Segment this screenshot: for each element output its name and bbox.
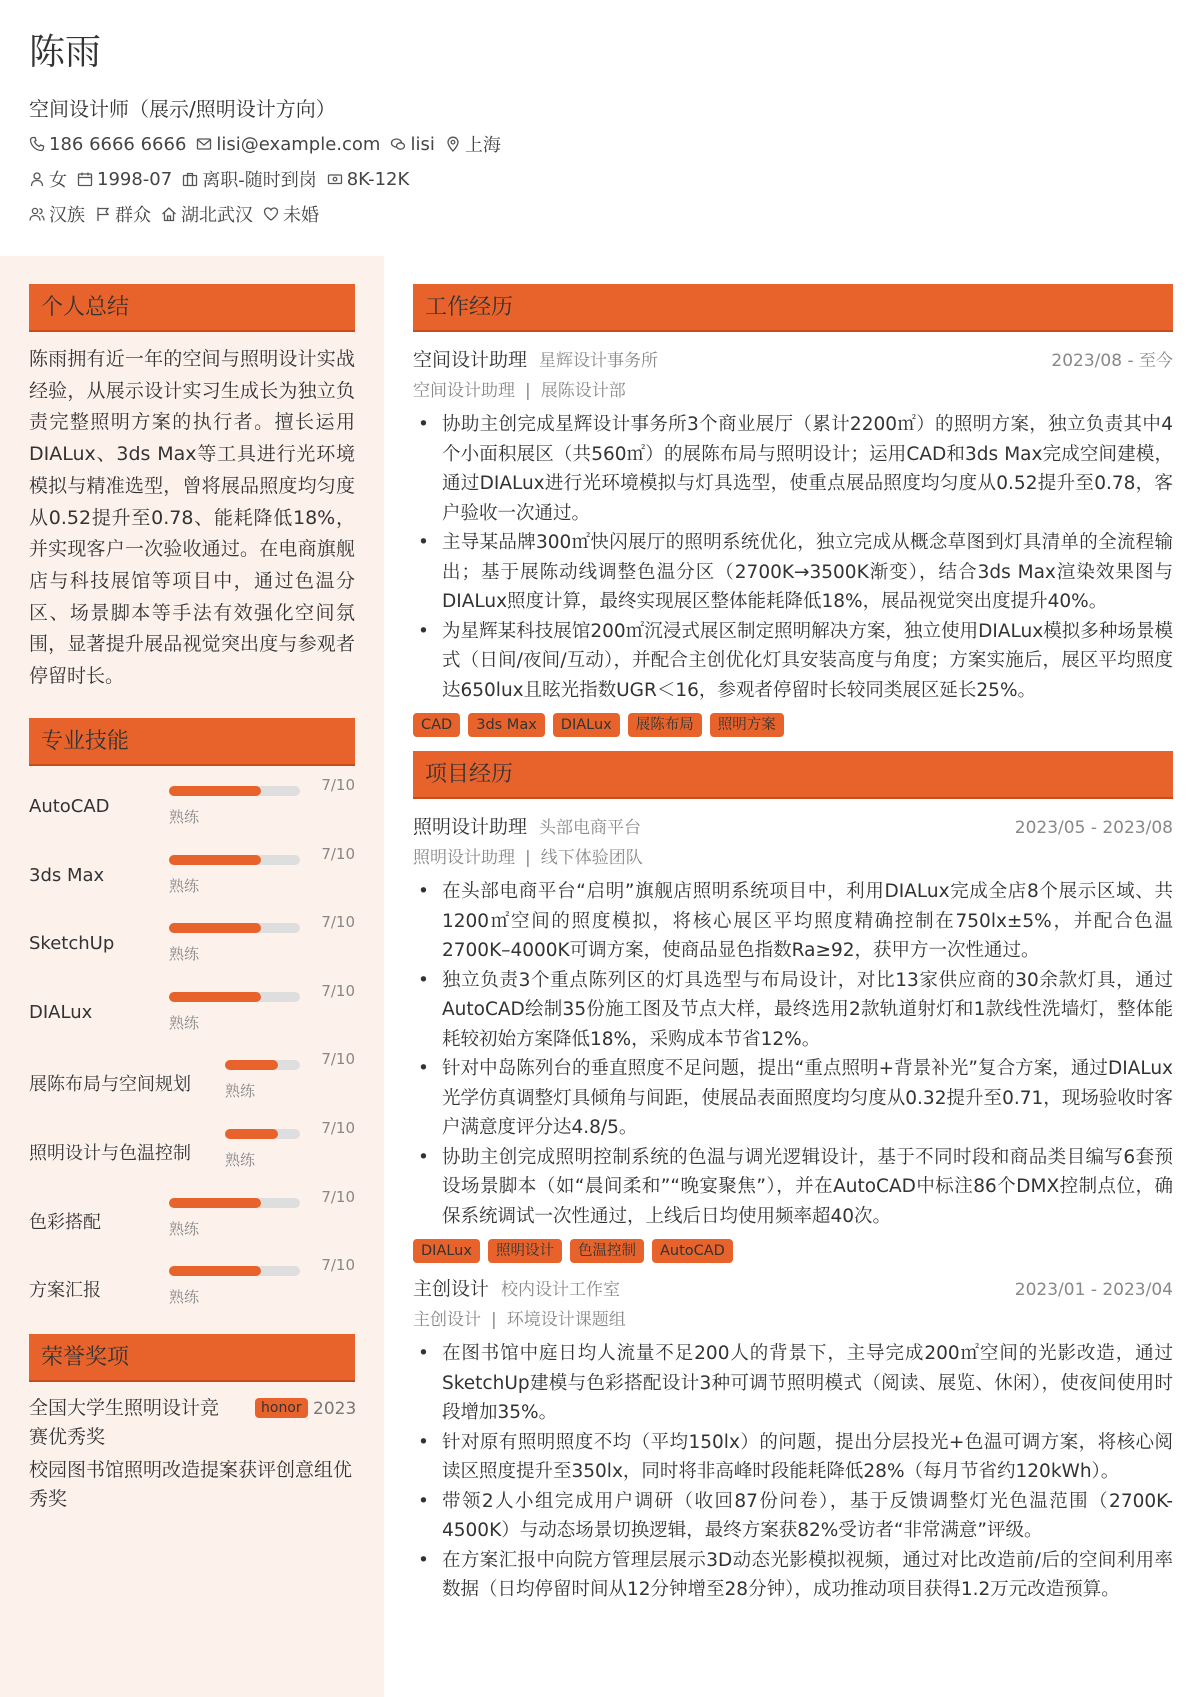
tag: 色温控制 xyxy=(570,1239,644,1263)
wechat-icon xyxy=(390,136,406,152)
work-entry xyxy=(413,344,1173,737)
entry-bullets xyxy=(413,877,1173,1231)
honor-text: 全国大学生照明设计竞赛优秀奖 xyxy=(29,1397,220,1448)
home-icon xyxy=(161,206,177,222)
honor-item xyxy=(29,1456,355,1514)
entry-date: 2023/05 - 2023/08 xyxy=(1014,818,1173,838)
entry-header xyxy=(413,344,1173,376)
bullet-item: • 带领2人小组完成用户调研（收回87份问卷），基于反馈调整灯光色温范围（2700K-4500K）与动态场景切换逻辑，最终方案获82%受访者“非常满意”评级。 xyxy=(413,1487,1173,1546)
heart-icon xyxy=(263,206,279,222)
phone-item xyxy=(29,134,186,155)
skill-bar xyxy=(169,1266,300,1276)
hometown-text: 湖北武汉 xyxy=(181,205,253,226)
entry-sub-role: 空间设计助理 xyxy=(413,381,515,401)
skill-fill xyxy=(169,786,261,796)
tag: 展陈布局 xyxy=(628,713,702,737)
birth-item xyxy=(77,169,172,190)
entry-bullets xyxy=(413,1339,1173,1605)
background-row xyxy=(29,201,1169,227)
skill-item xyxy=(29,1250,355,1319)
skills-section xyxy=(29,718,355,1319)
calendar-icon xyxy=(77,171,93,187)
wechat-item xyxy=(390,134,434,155)
bullet-item: • 独立负责3个重点陈列区的灯具选型与布局设计，对比13家供应商的30余款灯具，通过AutoCAD绘制35份施工图及节点大样，最终选用2款轨道射灯和1款线性洗墙灯，整体能耗较初始方案降低18%，采购成本节省12%。 xyxy=(413,966,1173,1055)
tag: 照明方案 xyxy=(710,713,784,737)
skills-heading: 专业技能 xyxy=(29,718,355,766)
phone-text: 186 6666 6666 xyxy=(49,133,187,155)
skill-item xyxy=(29,1182,355,1251)
salary-item xyxy=(327,169,410,190)
tag: AutoCAD xyxy=(652,1239,733,1263)
separator: | xyxy=(525,381,531,401)
projects-heading: 项目经历 xyxy=(413,751,1173,799)
honors-heading: 荣誉奖项 xyxy=(29,1334,355,1382)
skill-score: 7/10 xyxy=(321,844,355,863)
skill-name: 展陈布局与空间规划 xyxy=(29,1074,191,1096)
salary-text: 8K-12K xyxy=(346,168,410,190)
honors-section xyxy=(29,1334,355,1514)
mail-icon xyxy=(196,136,212,152)
skill-level: 熟练 xyxy=(169,876,200,895)
skill-bar xyxy=(225,1129,300,1139)
entry-date: 2023/08 - 至今 xyxy=(1051,351,1173,371)
skill-score: 7/10 xyxy=(321,1118,355,1137)
sidebar xyxy=(0,256,384,1697)
skill-fill xyxy=(169,1266,261,1276)
honor-badge: honor xyxy=(255,1398,308,1418)
entry-bullets xyxy=(413,410,1173,705)
tag: 3ds Max xyxy=(468,713,545,737)
skill-name: SketchUp xyxy=(29,933,115,955)
tag-list xyxy=(413,713,1173,737)
tag-list xyxy=(413,1239,1173,1263)
skill-bar xyxy=(169,786,300,796)
skill-item xyxy=(29,1044,355,1113)
politics-text: 群众 xyxy=(115,205,151,226)
entry-sub-dept: 环境设计课题组 xyxy=(506,1310,626,1330)
summary-section xyxy=(29,284,355,693)
skill-item xyxy=(29,907,355,976)
briefcase-icon xyxy=(182,171,198,187)
job-title: 空间设计师（展示/照明设计方向） xyxy=(29,97,336,121)
skill-fill xyxy=(225,1060,278,1070)
skill-bar xyxy=(169,923,300,933)
hometown-item xyxy=(161,201,253,227)
email-item xyxy=(196,134,380,155)
skill-fill xyxy=(169,855,261,865)
skill-score: 7/10 xyxy=(321,913,355,932)
skill-bar xyxy=(169,992,300,1002)
skill-name: 3ds Max xyxy=(29,864,105,886)
tag: DIALux xyxy=(413,1239,480,1263)
skill-fill xyxy=(169,992,261,1002)
ethnicity-text: 汉族 xyxy=(49,205,85,226)
skill-item xyxy=(29,976,355,1045)
skill-score: 7/10 xyxy=(321,1187,355,1206)
skill-name: 方案汇报 xyxy=(29,1280,101,1302)
skill-item xyxy=(29,1113,355,1182)
skill-name: 色彩搭配 xyxy=(29,1211,101,1233)
skill-fill xyxy=(169,923,261,933)
separator: | xyxy=(525,848,531,868)
honor-year: 2023 xyxy=(313,1399,357,1419)
skill-level: 熟练 xyxy=(169,808,200,826)
entry-role: 主创设计 xyxy=(413,1278,490,1300)
resume-header xyxy=(29,28,1169,227)
bullet-item: • 协助主创完成照明控制系统的色温与调光逻辑设计，基于不同时段和商品类目编写6套预设场景脚本（如“晨间柔和”“晚宴聚焦”），并在AutoCAD中标注86个DMX控制点位，确保系统调试一次性通过，上线后日均使用频率超40次。 xyxy=(413,1143,1173,1232)
entry-header xyxy=(413,1273,1173,1305)
project-entry xyxy=(413,1273,1173,1605)
project-entry xyxy=(413,811,1173,1263)
skill-bar xyxy=(169,1198,300,1208)
summary-text: 陈雨拥有近一年的空间与照明设计实战经验，从展示设计实习生成长为独立负责完整照明方案的执行者。擅长运用DIALux、3ds Max等工具进行光环境模拟与精准选型，曾将展品照度均匀度从0.52提升至0.78、能耗降低18%，并实现客户一次验收通过。在电商旗舰店与科技展馆等项目中，通过色温分区、场景脚本等手法有效强化空间氛围，显著提升展品视觉突出度与参观者停留时长。 xyxy=(29,348,355,688)
entry-sub-role: 照明设计助理 xyxy=(413,848,515,868)
contact-row xyxy=(29,131,1169,157)
entry-sub-dept: 展陈设计部 xyxy=(540,381,626,401)
politics-item xyxy=(95,201,151,227)
entry-subline xyxy=(413,376,1173,406)
location-icon xyxy=(445,136,461,152)
main-column xyxy=(413,284,1173,1605)
entry-header xyxy=(413,811,1173,843)
tag: DIALux xyxy=(553,713,620,737)
tag: 照明设计 xyxy=(488,1239,562,1263)
bullet-item: • 主导某品牌300㎡快闪展厅的照明系统优化，独立完成从概念草图到灯具清单的全流程输出；基于展陈动线调整色温分区（2700K→3500K渐变），结合3ds Max渲染效果图与DIALux照度计算，最终实现展区整体能耗降低18%，展品视觉突出度提升40%。 xyxy=(413,528,1173,617)
group-icon xyxy=(29,206,45,222)
wechat-text: lisi xyxy=(410,133,435,155)
honor-text: 校园图书馆照明改造提案获评创意组优秀奖 xyxy=(29,1459,353,1510)
skill-level: 熟练 xyxy=(169,1013,200,1032)
skill-name: 照明设计与色温控制 xyxy=(29,1142,191,1164)
skill-level: 熟练 xyxy=(225,1150,256,1169)
bullet-item: • 在图书馆中庭日均人流量不足200人的背景下，主导完成200㎡空间的光影改造，通过SketchUp建模与色彩搭配设计3种可调节照明模式（阅读、展览、休闲），使夜间使用时段增加35%。 xyxy=(413,1339,1173,1428)
skill-name: AutoCAD xyxy=(29,796,110,817)
entry-org: 头部电商平台 xyxy=(539,818,642,838)
skill-level: 熟练 xyxy=(169,1288,200,1307)
work-heading: 工作经历 xyxy=(413,284,1173,332)
personal-row xyxy=(29,166,1169,192)
flag-icon xyxy=(95,206,111,222)
skill-level: 熟练 xyxy=(169,945,200,964)
summary-heading: 个人总结 xyxy=(29,284,355,332)
marital-item xyxy=(263,201,319,227)
city-text: 上海 xyxy=(464,135,501,156)
skill-level: 熟练 xyxy=(225,1082,256,1101)
bullet-item: • 在头部电商平台“启明”旗舰店照明系统项目中，利用DIALux完成全店8个展示区域、共1200㎡空间的照度模拟，将核心展区平均照度精确控制在750lx±5%，并配合色温2700K–4000K可调方案，使商品显色指数Ra≥92，获甲方一次性通过。 xyxy=(413,877,1173,966)
city-item xyxy=(445,131,501,157)
skill-score: 7/10 xyxy=(321,776,355,794)
skill-list xyxy=(29,770,355,1319)
status-text: 离职-随时到岗 xyxy=(202,170,317,191)
tag: CAD xyxy=(413,713,460,737)
user-icon xyxy=(29,171,45,187)
skill-score: 7/10 xyxy=(321,981,355,1000)
entry-date: 2023/01 - 2023/04 xyxy=(1014,1280,1173,1300)
skill-level: 熟练 xyxy=(169,1219,200,1238)
bullet-item: • 为星辉某科技展馆200㎡沉浸式展区制定照明解决方案，独立使用DIALux模拟多种场景模式（日间/夜间/互动），并配合主创优化灯具安装高度与角度；方案实施后，展区平均照度达650lux且眩光指数UGR＜16，参观者停留时长较同类展区延长25%。 xyxy=(413,617,1173,706)
birth-text: 1998-07 xyxy=(97,168,173,190)
entry-org: 星辉设计事务所 xyxy=(539,351,659,371)
email-text: lisi@example.com xyxy=(216,133,381,155)
skill-fill xyxy=(225,1129,278,1139)
honor-item xyxy=(29,1394,355,1452)
gender-text: 女 xyxy=(49,170,67,191)
entry-org: 校内设计工作室 xyxy=(501,1280,621,1300)
bullet-item: • 针对中岛陈列台的垂直照度不足问题，提出“重点照明+背景补光”复合方案，通过DIALux光学仿真调整灯具倾角与间距，使展品表面照度均匀度从0.32提升至0.71，现场验收时客户满意度评分达4.8/5。 xyxy=(413,1054,1173,1143)
ethnicity-item xyxy=(29,201,85,227)
salary-icon xyxy=(327,171,343,187)
marital-text: 未婚 xyxy=(283,205,319,226)
entry-subline xyxy=(413,843,1173,873)
skill-fill xyxy=(169,1198,261,1208)
gender-item xyxy=(29,166,67,192)
bullet-item: • 在方案汇报中向院方管理层展示3D动态光影模拟视频，通过对比改造前/后的空间利用率数据（日均停留时间从12分钟增至28分钟），成功推动项目获得1.2万元改造预算。 xyxy=(413,1546,1173,1605)
entry-sub-role: 主创设计 xyxy=(413,1310,481,1330)
skill-bar xyxy=(169,855,300,865)
skill-item xyxy=(29,770,355,839)
status-item xyxy=(182,166,317,192)
bullet-item: • 协助主创完成星辉设计事务所3个商业展厅（累计2200㎡）的照明方案，独立负责其中4个小面积展区（共560㎡）的展陈布局与照明设计；运用CAD和3ds Max完成空间建模，通过DIALux进行光环境模拟与灯具选型，使重点展品照度均匀度从0.52提升至0.78，客户验收一次通过。 xyxy=(413,410,1173,528)
entry-sub-dept: 线下体验团队 xyxy=(540,848,643,868)
entry-role: 空间设计助理 xyxy=(413,349,528,371)
separator: | xyxy=(491,1310,497,1330)
skill-score: 7/10 xyxy=(321,1050,355,1069)
skill-score: 7/10 xyxy=(321,1256,355,1275)
entry-role: 照明设计助理 xyxy=(413,816,528,838)
skill-item xyxy=(29,839,355,908)
phone-icon xyxy=(29,136,45,152)
skill-name: DIALux xyxy=(29,1001,93,1023)
entry-subline xyxy=(413,1305,1173,1335)
bullet-item: • 针对原有照明照度不均（平均150lx）的问题，提出分层投光+色温可调方案，将核心阅读区照度提升至350lx，同时将非高峰时段能耗降低28%（每月节省约120kWh）。 xyxy=(413,1428,1173,1487)
skill-bar xyxy=(225,1060,300,1070)
candidate-name: 陈雨 xyxy=(29,32,102,73)
